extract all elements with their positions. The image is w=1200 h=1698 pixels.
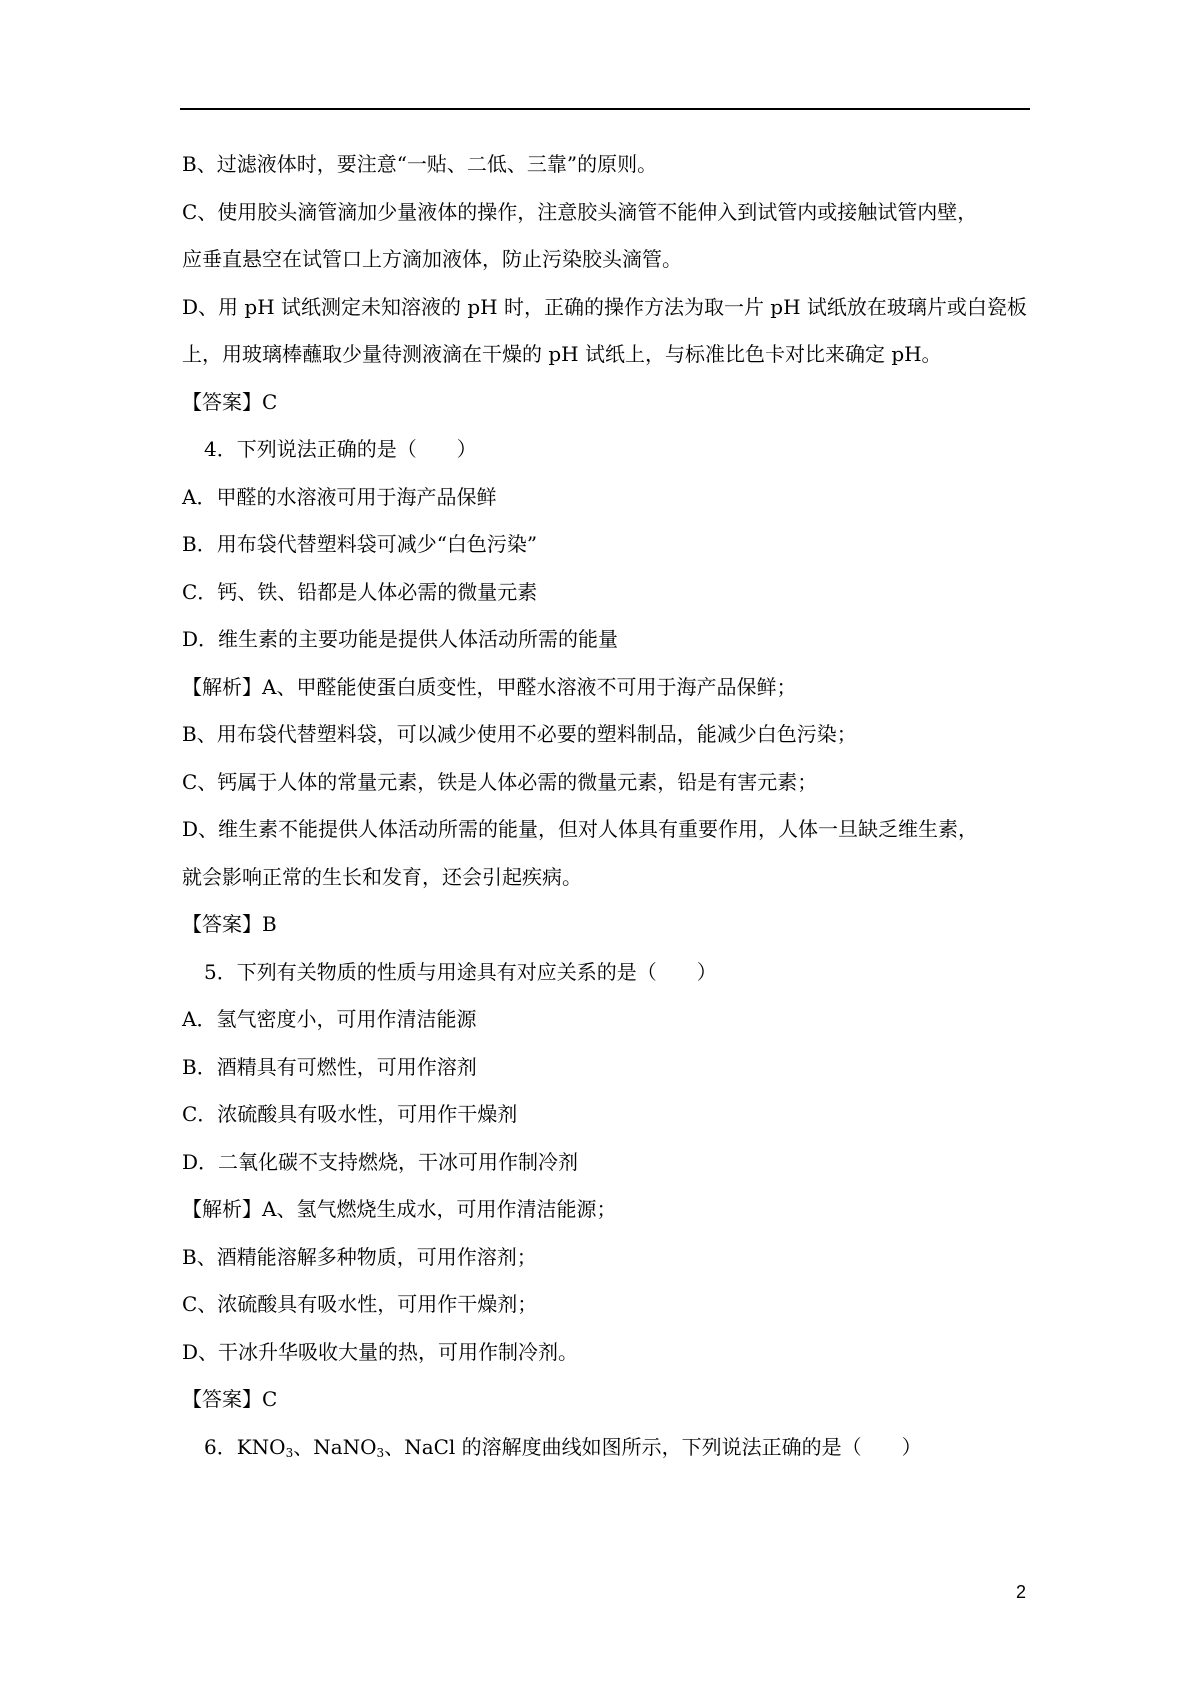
q4-explanation-c: C、钙属于人体的常量元素，铁是人体必需的微量元素，铅是有害元素； bbox=[182, 769, 818, 794]
q4-answer: 【答案】B bbox=[182, 912, 277, 936]
q5-answer: 【答案】C bbox=[182, 1387, 278, 1411]
q5-option-a: A．氢气密度小，可用作清洁能源 bbox=[182, 1007, 477, 1031]
q4-explanation-d-part2: 就会影响正常的生长和发育，还会引起疾病。 bbox=[182, 864, 582, 889]
q6-question: 6．$KNO_3$、NaNO$_3$、NaCl 的溶解度曲线如图所示，下列说法正确的是（ ） bbox=[204, 1434, 922, 1460]
q5-option-d: D．二氧化碳不支持燃烧，干冰可用作制冷剂 bbox=[182, 1149, 579, 1174]
q4-question: 4．下列说法正确的是（ ） bbox=[204, 437, 477, 461]
q3-explanation-b: B、过滤液体时，要注意“一贴、二低、三靠”的原则。 bbox=[182, 152, 658, 176]
page-number: 2 bbox=[1016, 1582, 1027, 1602]
q4-option-c: C．钙、铁、铅都是人体必需的微量元素 bbox=[182, 579, 538, 604]
q5-option-b: B．酒精具有可燃性，可用作溶剂 bbox=[182, 1054, 477, 1079]
q3-explanation-c-part1: C、使用胶头滴管滴加少量液体的操作，注意胶头滴管不能伸入到试管内或接触试管内壁， bbox=[182, 199, 978, 224]
q4-explanation-a: 【解析】A、甲醛能使蛋白质变性，甲醛水溶液不可用于海产品保鲜； bbox=[182, 674, 797, 699]
q4-option-a: A．甲醛的水溶液可用于海产品保鲜 bbox=[182, 484, 497, 509]
q5-explanation-a: 【解析】A、氢气燃烧生成水，可用作清洁能源； bbox=[182, 1197, 617, 1221]
q5-question: 5．下列有关物质的性质与用途具有对应关系的是（ ） bbox=[204, 959, 717, 984]
q3-explanation-d-part1: D、用 pH 试纸测定未知溶液的 pH 时，正确的操作方法为取一片 pH 试纸放在玻璃片或白瓷板 bbox=[182, 294, 1027, 319]
q4-explanation-b: B、用布袋代替塑料袋，可以减少使用不必要的塑料制品，能减少白色污染； bbox=[182, 722, 857, 746]
q4-option-b: B．用布袋代替塑料袋可减少“白色污染” bbox=[182, 532, 538, 556]
q3-explanation-d-part2: 上，用玻璃棒蘸取少量待测液滴在干燥的 pH 试纸上，与标准比色卡对比来确定 pH。 bbox=[182, 342, 942, 366]
q5-explanation-d: D、干冰升华吸收大量的热，可用作制冷剂。 bbox=[182, 1339, 579, 1364]
q3-explanation-c-part2: 应垂直悬空在试管口上方滴加液体，防止污染胶头滴管。 bbox=[182, 247, 682, 271]
header-rule bbox=[180, 108, 1030, 110]
q5-explanation-b: B、酒精能溶解多种物质，可用作溶剂； bbox=[182, 1244, 537, 1269]
q4-explanation-d-part1: D、维生素不能提供人体活动所需的能量，但对人体具有重要作用，人体一旦缺乏维生素， bbox=[182, 817, 979, 841]
q5-explanation-c: C、浓硫酸具有吸水性，可用作干燥剂； bbox=[182, 1292, 538, 1316]
formula-kno3: $KNO_3$ bbox=[236, 1434, 294, 1460]
q4-option-d: D．维生素的主要功能是提供人体活动所需的能量 bbox=[182, 627, 619, 651]
q5-option-c: C．浓硫酸具有吸水性，可用作干燥剂 bbox=[182, 1102, 518, 1126]
formula-nano3: NaNO$_3$ bbox=[313, 1434, 385, 1460]
page-content bbox=[182, 152, 1032, 1482]
q3-answer: 【答案】C bbox=[182, 389, 278, 414]
q6-question-rest: NaCl 的溶解度曲线如图所示，下列说法正确的是（ ） bbox=[404, 1434, 922, 1459]
q6-number: 6． bbox=[204, 1434, 237, 1459]
